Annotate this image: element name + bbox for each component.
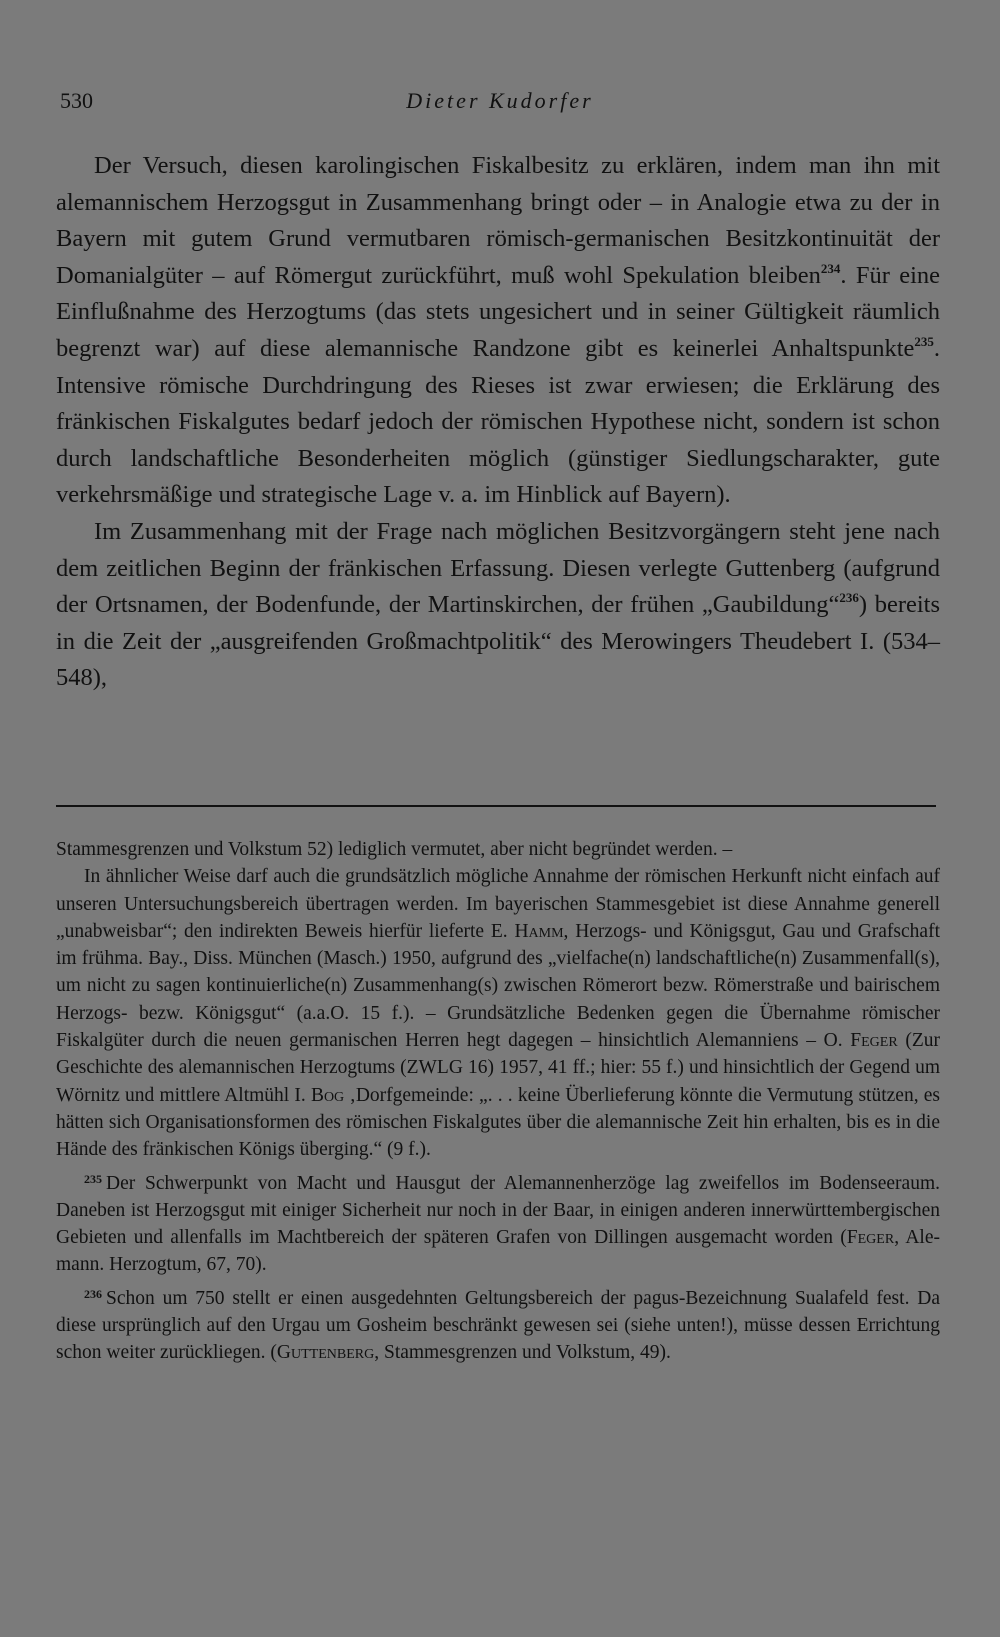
footnote-text: Schon um 750 stellt er einen ausgedehnten Geltungsbereich der pagus-Bezeichnung Sualafeld fest. Da diese ursprünglich auf den Urgau um Gosheim beschränkt gewesen sei (siehe unten!), müsse dessen Errichtung schon weiter zurückliegen. ( xyxy=(56,1287,940,1364)
author-name-guttenberg: Guttenberg xyxy=(276,1342,375,1364)
footnote-text: (Zur Geschichte des alemannischen Herzogtums (ZWLG 16) 1957, 41 ff.; hier: 55 f.) und hinsichtlich der Gegend um Wörnitz und mittlere Altmühl I. xyxy=(56,1030,940,1106)
page-number: 530 xyxy=(60,88,93,113)
footnote-ref-234: 234 xyxy=(820,260,841,276)
paragraph-2 xyxy=(56,514,940,697)
author-name-bog: Bog xyxy=(310,1084,345,1106)
footnote-235 xyxy=(56,1170,940,1279)
footnote-number-236: 236 xyxy=(84,1286,102,1301)
footnote-234-continuation-2 xyxy=(56,863,940,1163)
footnote-text: ‚Dorfgemeinde: „. . . keine Überlieferung könnte die Vermutung stützen, es hätten sich Organisationsformen des römischen Fiskalgutes über die alemannische Zeit hin erhalten, bis es in die Hände des fränkischen Königs überging.“ (9 f.). xyxy=(56,1084,940,1161)
author-name-feger: Feger xyxy=(850,1030,898,1052)
paragraph-1 xyxy=(56,148,940,514)
author-name-hamm: Hamm xyxy=(514,920,564,942)
paragraph-2-part-a: Im Zusammenhang mit der Frage nach möglichen Besitzvorgängern steht jene nach dem zeitlichen Beginn der fränkischen Erfassung. Diesen verlegte Guttenberg (aufgrund der Ortsnamen, der Bodenfunde, der Martinskirchen, der frühen „Gaubildung“ xyxy=(56,517,940,619)
footnote-ref-236: 236 xyxy=(839,590,859,606)
footnote-text: , Stammesgrenzen und Volkstum, 49). xyxy=(374,1342,671,1364)
paragraph-1-part-b: . Für eine Einflußnahme des Herzogtums (das stets ungesichert und in seiner Gültigkeit räumlich begrenzt war) auf diese alemannische Randzone gibt es keinerlei Anhaltspunkte xyxy=(56,261,940,362)
footnote-text: Der Schwerpunkt von Macht und Hausgut der Alemannenherzöge lag zweifellos im Bodenseeraum. Daneben ist Herzogsgut mit einiger Sicherheit nur noch in der Baar, in einigen anderen innerwürttembergischen Gebieten und allenfalls im Machtbereich der späteren Grafen von Dillingen ausgemacht worden ( xyxy=(56,1172,940,1249)
footnote-234-continuation-1: Stammesgrenzen und Volkstum 52) lediglich vermutet, aber nicht begründet werden. – xyxy=(56,839,733,860)
footnote-number-235: 235 xyxy=(84,1171,102,1186)
paragraph-1-part-c: . Intensive römische Durchdringung des Rieses ist zwar erwiesen; die Erklärung des fränkischen Fiskalgutes bedarf jedoch der römischen Hypothese nicht, sondern ist schon durch landschaftliche Besonderheiten möglich (günstiger Siedlungscharakter, gute verkehrsmäßige und strategische Lage v. a. im Hinblick auf Bayern). xyxy=(56,334,940,509)
running-title: Dieter Kudorfer xyxy=(406,88,594,113)
author-name-feger-2: Feger xyxy=(846,1227,895,1249)
paragraph-2-part-b: ) bereits in die Zeit der „ausgreifenden Großmachtpolitik“ des Merowingers Theudebert I. (534–548), xyxy=(56,591,940,692)
footnote-text: , Alemann. Herzogtum, 67, 70). xyxy=(56,1227,940,1276)
footnote-divider xyxy=(56,805,936,807)
page-header xyxy=(60,88,940,122)
footnote-text: In ähnlicher Weise darf auch die grundsätzlich mögliche Annahme der römischen Herkunft nicht einfach auf unseren Untersuchungsbereich übertragen werden. Im bayerischen Stammesgebiet ist diese Annahme generell „unabweisbar“; den indirekten Beweis hierfür lieferte E. xyxy=(56,866,940,942)
main-text xyxy=(56,148,940,697)
footnotes xyxy=(56,836,940,1367)
footnote-text: , Herzogs- und Königsgut, Gau und Grafschaft im frühma. Bay., Diss. München (Masch.) 1950, aufgrund des „vielfache(n) landschaftliche(n) Zusammenfall(s), um nicht zu sagen kontinuierliche(n) Zusammenhang(s) zwischen Römerort bezw. Römerstraße und bairischem Herzogs- bezw. Königsgut“ (a.a.O. 15 f.). – Grundsätzliche Bedenken gegen die Übernahme römischer Fiskalgüter durch die neuen germanischen Herren hegt dagegen – hinsichtlich Alemanniens – O. xyxy=(56,920,940,1052)
footnote-236 xyxy=(56,1285,940,1367)
paragraph-1-part-a: Der Versuch, diesen karolingischen Fiskalbesitz zu erklären, indem man ihn mit alemannischem Herzogsgut in Zusammenhang bringt oder – in Analogie etwa zu der in Bayern mit gutem Grund vermutbaren römisch-germanischen Besitzkontinuität der Domanialgüter – auf Römergut zurückführt, muß wohl Spekulation bleiben xyxy=(56,152,940,289)
footnote-ref-235: 235 xyxy=(914,333,934,349)
